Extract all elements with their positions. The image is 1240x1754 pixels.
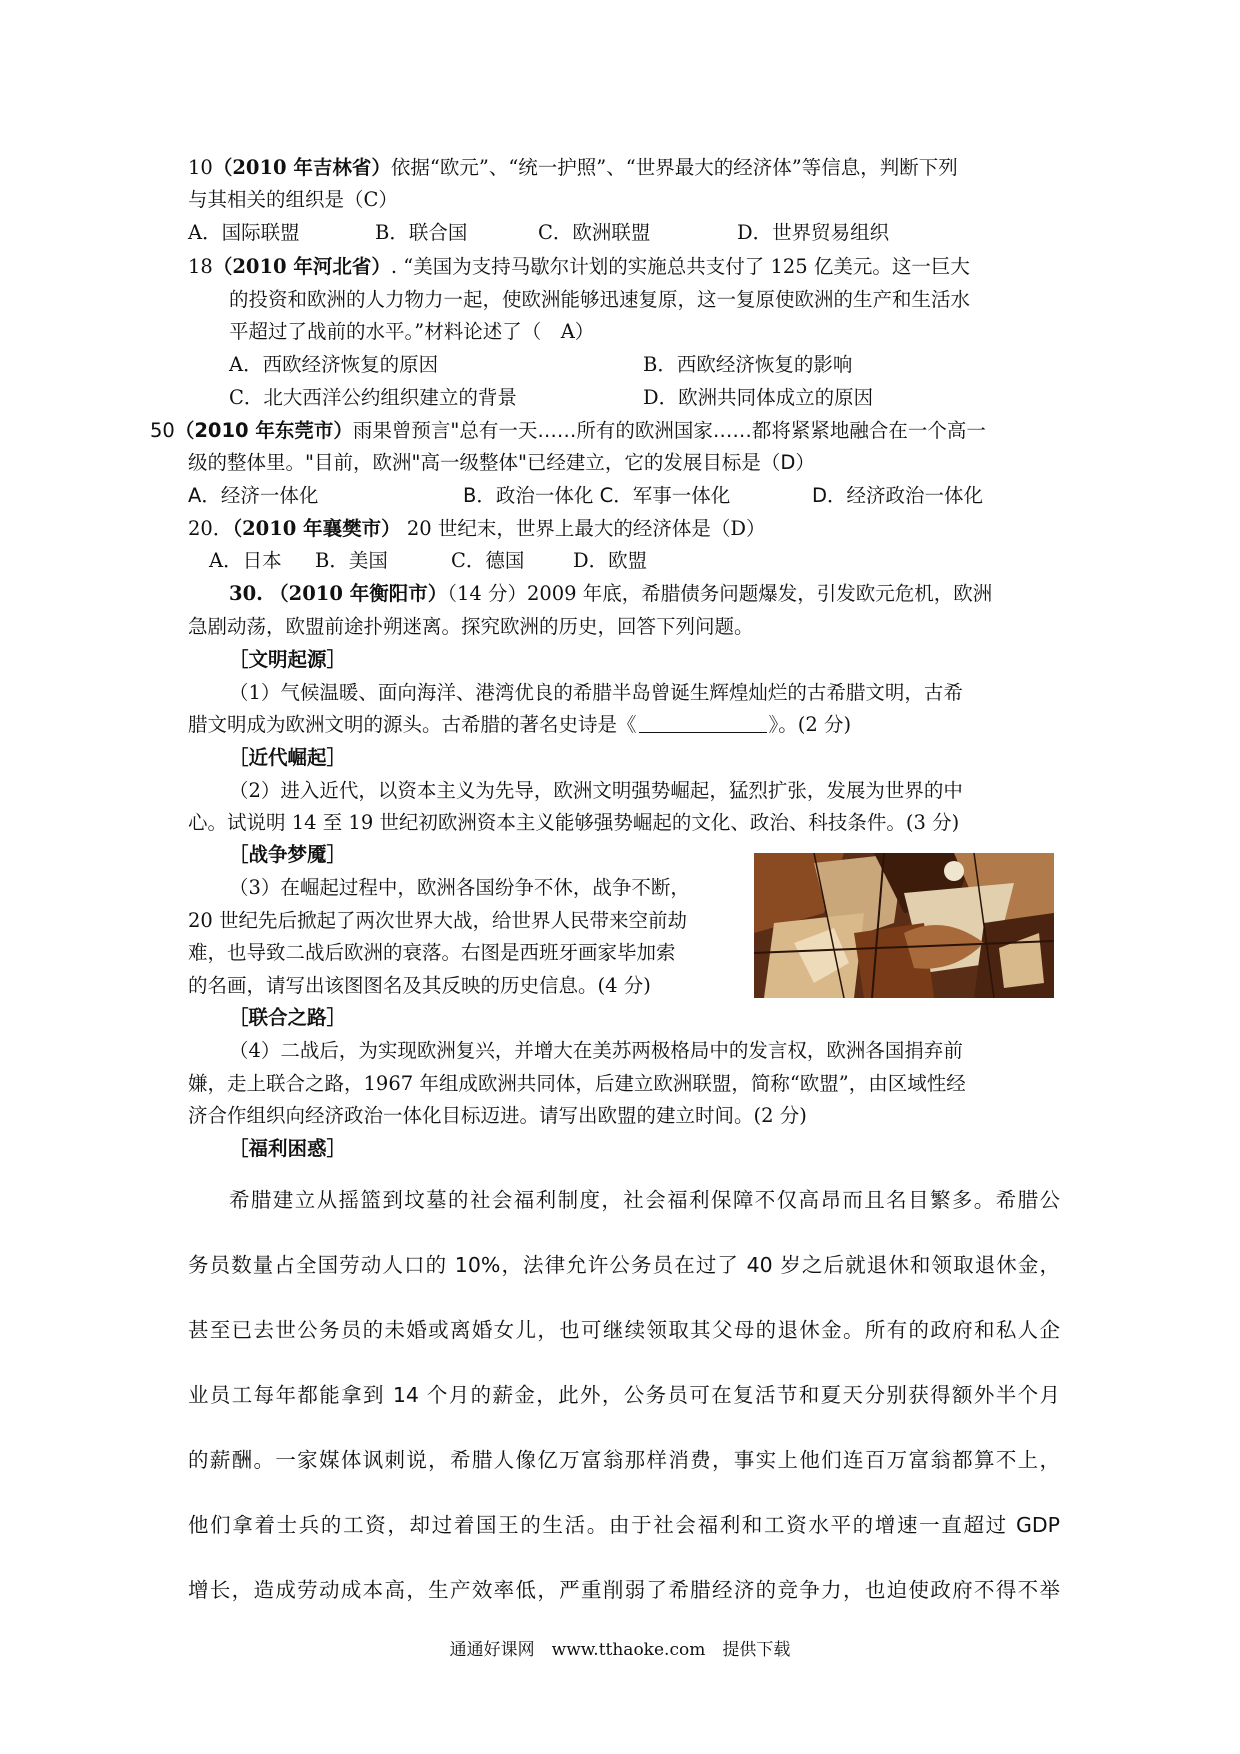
q50-number: 50 — [150, 419, 175, 442]
q30-number: 30. — [229, 582, 263, 605]
section-title-welfare-puzzle: ［福利困惑］ — [229, 1137, 347, 1160]
welfare-line-6: 他们拿着士兵的工资，却过着国王的生活。由于社会福利和工资水平的增速一直超过 GDP — [188, 1513, 1060, 1537]
q30-part1-text-b: 》。(2 分) — [768, 713, 852, 736]
q10-source: （2010 年吉林省） — [212, 156, 391, 179]
q18-option-d: D．欧洲共同体成立的原因 — [643, 386, 874, 409]
q20-line — [188, 514, 766, 544]
q20-option-c: C．德国 — [451, 549, 525, 572]
q30-part4-line-2: 嫌，走上联合之路，1967 年组成欧洲共同体，后建立欧洲联盟，简称“欧盟”，由区域性经 — [188, 1072, 966, 1095]
q30-part3-line-3: 难，也导致二战后欧洲的衰落。右图是西班牙画家毕加索 — [188, 941, 676, 964]
q30-line-1 — [229, 579, 992, 609]
welfare-line-2: 务员数量占全国劳动人口的 10%，法律允许公务员在过了 40 岁之后就退休和领取退休金， — [188, 1253, 1060, 1277]
q30-stem-1: （14 分）2009 年底，希腊债务问题爆发，引发欧元危机，欧洲 — [447, 582, 993, 605]
welfare-line-5: 的薪酬。一家媒体讽刺说，希腊人像亿万富翁那样消费，事实上他们连百万富翁都算不上， — [188, 1448, 1060, 1472]
q50-line-1 — [150, 416, 986, 446]
q30-part4-line-3: 济合作组织向经济政治一体化目标迈进。请写出欧盟的建立时间。(2 分) — [188, 1104, 807, 1127]
answer-blank[interactable] — [639, 714, 767, 733]
q10-stem-1: 依据“欧元”、“统一护照”、“世界最大的经济体”等信息，判断下列 — [390, 156, 958, 179]
welfare-line-1: 希腊建立从摇篮到坟墓的社会福利制度，社会福利保障不仅高昂而且名目繁多。希腊公 — [229, 1188, 1060, 1212]
q10-line-1 — [188, 153, 958, 183]
q10-option-c: C．欧洲联盟 — [538, 221, 651, 244]
q10-option-a: A．国际联盟 — [188, 221, 300, 244]
welfare-line-4: 业员工每年都能拿到 14 个月的薪金，此外，公务员可在复活节和夏天分别获得额外半个月 — [188, 1383, 1060, 1407]
q20-source: （2010 年襄樊市） — [232, 517, 401, 540]
q30-part1-text-a: 腊文明成为欧洲文明的源头。古希腊的著名史诗是《 — [188, 713, 637, 736]
q18-stem-3: 平超过了战前的水平。”材料论述了（ A） — [229, 320, 595, 343]
q50-option-a: A．经济一体化 — [188, 484, 319, 507]
q50-option-d: D．经济政治一体化 — [812, 484, 984, 507]
q20-option-d: D．欧盟 — [573, 549, 648, 572]
q20-option-a: A．日本 — [209, 549, 282, 572]
guernica-painting-image — [754, 853, 1054, 998]
q30-part2-line-1: （2）进入近代，以资本主义为先导，欧洲文明强势崛起，猛烈扩张，发展为世界的中 — [229, 779, 963, 802]
section-title-modern-rise: ［近代崛起］ — [229, 746, 347, 769]
q50-option-bc: B．政治一体化 C．军事一体化 — [463, 484, 731, 507]
q30-source: （2010 年衡阳市） — [269, 582, 448, 605]
q30-stem-2: 急剧动荡，欧盟前途扑朔迷离。探究欧洲的历史，回答下列问题。 — [188, 615, 754, 638]
page-footer: 通通好课网 www.tthaoke.com 提供下载 — [449, 1640, 791, 1660]
q30-part1-line-1: （1）气候温暖、面向海洋、港湾优良的希腊半岛曾诞生辉煌灿烂的古希腊文明，古希 — [229, 681, 963, 704]
q30-part3-line-1: （3）在崛起过程中，欧洲各国纷争不休，战争不断， — [229, 876, 690, 899]
painting-illustration — [754, 853, 1054, 998]
q20-number: 20． — [188, 517, 233, 540]
q18-number: 18 — [188, 255, 213, 278]
q50-stem-2: 级的整体里。"目前，欧洲"高一级整体"已经建立，它的发展目标是（D） — [188, 451, 815, 474]
q50-source: （2010 年东莞市） — [174, 419, 353, 442]
welfare-line-7: 增长，造成劳动成本高，生产效率低，严重削弱了希腊经济的竞争力，也迫使政府不得不举 — [188, 1578, 1060, 1602]
q30-part4-line-1: （4）二战后，为实现欧洲复兴，并增大在美苏两极格局中的发言权，欧洲各国捐弃前 — [229, 1039, 963, 1062]
welfare-line-3: 甚至已去世公务员的未婚或离婚女儿，也可继续领取其父母的退休金。所有的政府和私人企 — [188, 1318, 1060, 1342]
q10-option-b: B．联合国 — [375, 221, 468, 244]
q30-part2-line-2: 心。试说明 14 至 19 世纪初欧洲资本主义能够强势崛起的文化、政治、科技条件。(3 分) — [188, 811, 960, 834]
q18-option-a: A．西欧经济恢复的原因 — [229, 353, 439, 376]
q20-option-b: B．美国 — [315, 549, 388, 572]
q20-stem: 20 世纪末，世界上最大的经济体是（D） — [400, 517, 766, 540]
q18-source: （2010 年河北省） — [212, 255, 391, 278]
q18-option-c: C．北大西洋公约组织建立的背景 — [229, 386, 517, 409]
q18-option-b: B．西欧经济恢复的影响 — [643, 353, 853, 376]
section-title-war-nightmare: ［战争梦魇］ — [229, 843, 347, 866]
section-title-civilization-origin: ［文明起源］ — [229, 648, 347, 671]
q10-stem-2: 与其相关的组织是（C） — [188, 188, 398, 211]
section-title-union-road: ［联合之路］ — [229, 1006, 347, 1029]
q30-part3-line-4: 的名画，请写出该图图名及其反映的历史信息。(4 分) — [188, 974, 651, 997]
q30-part3-line-2: 20 世纪先后掀起了两次世界大战，给世界人民带来空前劫 — [188, 909, 688, 932]
q18-stem-1: . “美国为支持马歇尔计划的实施总共支付了 125 亿美元。这一巨大 — [390, 255, 970, 278]
q10-number: 10 — [188, 156, 213, 179]
q10-option-d: D．世界贸易组织 — [737, 221, 890, 244]
q30-part1-line-2 — [188, 710, 851, 740]
q50-stem-1: 雨果曾预言"总有一天……所有的欧洲国家……都将紧紧地融合在一个高一 — [352, 419, 986, 442]
q18-stem-2: 的投资和欧洲的人力物力一起，使欧洲能够迅速复原，这一复原使欧洲的生产和生活水 — [229, 288, 971, 311]
q18-line-1 — [188, 252, 970, 282]
